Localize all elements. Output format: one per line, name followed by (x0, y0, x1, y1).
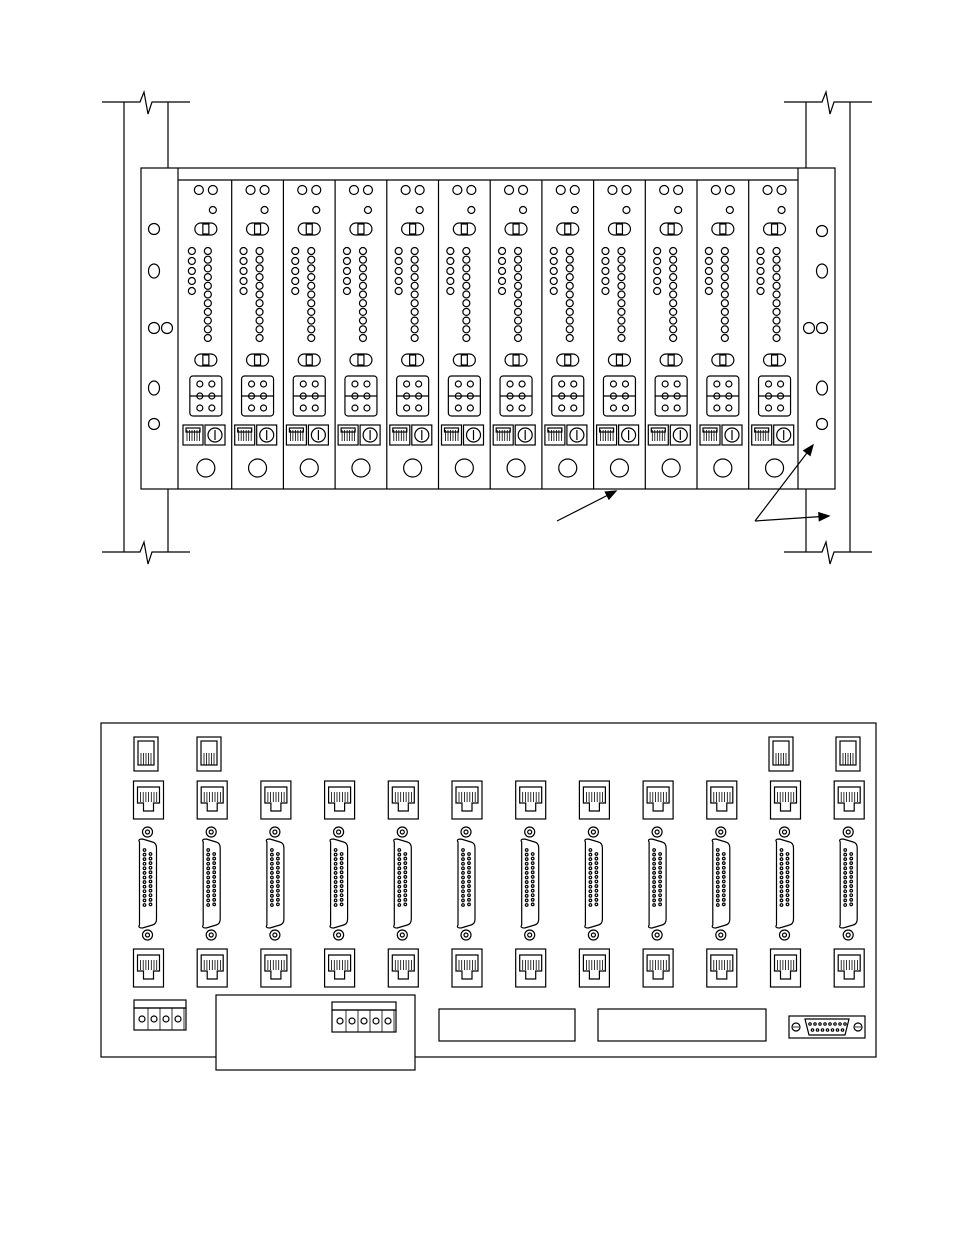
toggle-lever (461, 355, 467, 365)
break-mark (102, 542, 190, 564)
toggle-lever (513, 224, 519, 234)
toggle-lever (720, 224, 726, 234)
toggle-lever (720, 355, 726, 365)
arrow-head (819, 513, 829, 521)
toggle-lever (513, 355, 519, 365)
toggle-lever (772, 355, 778, 365)
toggle-lever (358, 224, 364, 234)
toggle-lever (255, 224, 261, 234)
break-mark (784, 542, 872, 564)
rear-view-panel (101, 723, 876, 1070)
arrow-line (755, 516, 829, 521)
callout-arrow (755, 513, 829, 521)
toggle-lever (410, 224, 416, 234)
arrow-head (605, 491, 616, 499)
toggle-lever (255, 355, 261, 365)
toggle-lever (668, 224, 674, 234)
toggle-lever (668, 355, 674, 365)
break-mark (784, 92, 872, 114)
toggle-lever (203, 224, 209, 234)
toggle-lever (565, 355, 571, 365)
toggle-lever (203, 355, 209, 365)
toggle-lever (358, 355, 364, 365)
break-mark (102, 92, 190, 114)
front-view-chassis (102, 92, 872, 564)
callout-arrow (557, 491, 616, 521)
toggle-lever (772, 224, 778, 234)
toggle-lever (461, 224, 467, 234)
chassis-outline (141, 168, 835, 489)
toggle-lever (306, 355, 312, 365)
toggle-lever (565, 224, 571, 234)
toggle-lever (616, 224, 622, 234)
toggle-lever (306, 224, 312, 234)
toggle-lever (616, 355, 622, 365)
toggle-lever (410, 355, 416, 365)
